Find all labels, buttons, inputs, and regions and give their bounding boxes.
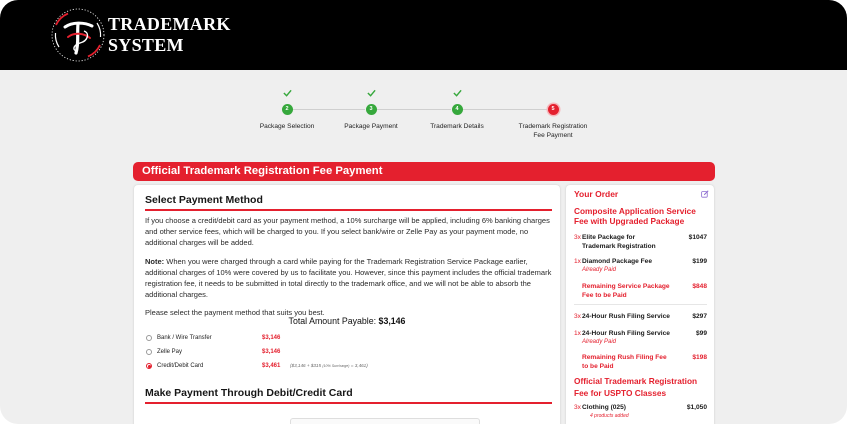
radio-button[interactable] bbox=[146, 335, 152, 341]
order-divider bbox=[574, 304, 707, 305]
item-name: Clothing (025) bbox=[582, 404, 626, 411]
item-price: $1047 bbox=[688, 234, 707, 241]
remaining-price: $848 bbox=[692, 283, 707, 290]
surcharge-breakdown bbox=[290, 361, 368, 371]
section-title-uspto-fee: Official Trademark Registration Fee for USPTO Classes bbox=[574, 376, 698, 398]
option-label: Zelle Pay bbox=[157, 349, 183, 355]
total-amount-payable bbox=[134, 315, 560, 327]
section-title-service-fee: Composite Application Service Fee with Upgraded Package bbox=[574, 206, 696, 226]
step-number: 2 bbox=[282, 104, 293, 115]
item-quantity: 1x bbox=[574, 330, 581, 337]
item-price: $199 bbox=[692, 258, 707, 265]
note-text: When you were charged through a card while paying for the Trademark Registration Service Package earlier, additional charges of 10% were covered by us to facilitate you. However, since this payment includes the official trademark registration fee, it needs to be submitted in total directly to the trademark office, and we will not be able to absorb the additional charges. bbox=[145, 257, 552, 299]
option-price: $3,461 bbox=[262, 363, 281, 369]
step-package-payment bbox=[331, 86, 411, 142]
section-heading: Select Payment Method bbox=[145, 194, 263, 206]
item-name: 24-Hour Rush Filing Service bbox=[582, 330, 670, 337]
breakdown-start: ($3,146 + $315 bbox=[290, 363, 322, 368]
payment-method-card bbox=[134, 185, 560, 424]
note-label: Note: bbox=[145, 257, 165, 266]
trademark-system-emblem-icon[interactable] bbox=[50, 7, 106, 63]
note-paragraph bbox=[145, 256, 557, 300]
item-price: $99 bbox=[695, 330, 707, 337]
order-item-elite-package bbox=[574, 233, 707, 251]
order-title: Your Order bbox=[574, 189, 619, 199]
item-quantity: 3x bbox=[574, 404, 581, 411]
item-name: Diamond Package Fee bbox=[582, 258, 652, 265]
step-label: Package Selection bbox=[259, 123, 315, 130]
card-payment-heading: Make Payment Through Debit/Credit Card bbox=[145, 387, 353, 399]
order-item-rush-filing-paid bbox=[574, 329, 707, 347]
brand-line-2: SYSTEM bbox=[108, 35, 184, 55]
order-remaining-rush-fee bbox=[574, 353, 707, 371]
radio-button[interactable] bbox=[146, 363, 152, 369]
order-summary-card bbox=[566, 185, 714, 424]
payment-option-bank-wire[interactable] bbox=[134, 333, 560, 343]
heading-underline bbox=[145, 402, 552, 404]
item-name: 24-Hour Rush Filing Service bbox=[582, 313, 670, 320]
card-form-frame[interactable] bbox=[290, 418, 480, 424]
step-label: Package Payment bbox=[344, 123, 398, 130]
edit-icon[interactable] bbox=[701, 190, 709, 198]
remaining-label: Remaining Rush Filing Fee to be Paid bbox=[582, 354, 667, 370]
item-note: 4 products added bbox=[590, 412, 629, 419]
step-label: Trademark Details bbox=[430, 123, 484, 130]
item-name: Elite Package for Trademark Registration bbox=[582, 234, 656, 250]
item-note: Already Paid bbox=[582, 267, 617, 273]
option-label: Credit/Debit Card bbox=[157, 363, 204, 369]
option-price: $3,146 bbox=[262, 349, 281, 355]
item-note: Already Paid bbox=[582, 339, 617, 345]
step-registration-fee-payment bbox=[513, 86, 593, 142]
surcharge-info-text: If you choose a credit/debit card as your payment method, a 10% surcharge will be applied, including 6% banking charges and other service fees, which will be charged to you. If you select bank/wire or Zelle Pay as your payment mode, no additional charges will be added. bbox=[145, 216, 550, 247]
option-price: $3,146 bbox=[262, 335, 281, 341]
step-trademark-details bbox=[417, 86, 497, 142]
check-icon bbox=[453, 89, 462, 97]
order-remaining-service-fee bbox=[574, 282, 707, 300]
option-label: Bank / Wire Transfer bbox=[157, 335, 212, 341]
breakdown-end: = 3,461) bbox=[350, 363, 368, 368]
item-quantity: 3x bbox=[574, 234, 581, 241]
payment-option-zelle[interactable] bbox=[134, 347, 560, 357]
step-number: 5 bbox=[548, 104, 559, 115]
breakdown-surcharge: (10% Surcharge) bbox=[322, 364, 350, 368]
step-label: Trademark Registration Fee Payment bbox=[518, 123, 588, 139]
total-label: Total Amount Payable: bbox=[288, 316, 377, 326]
site-header bbox=[0, 0, 847, 70]
select-prompt: Please select the payment method that suits you best. bbox=[145, 308, 325, 317]
step-number: 4 bbox=[452, 104, 463, 115]
step-package-selection bbox=[247, 86, 327, 142]
check-icon bbox=[367, 89, 376, 97]
radio-button[interactable] bbox=[146, 349, 152, 355]
order-item-clothing-class bbox=[574, 403, 707, 421]
check-icon bbox=[283, 89, 292, 97]
order-item-rush-filing bbox=[574, 312, 707, 330]
brand-line-1: TRADEMARK bbox=[108, 14, 231, 34]
heading-underline bbox=[145, 209, 552, 211]
remaining-label: Remaining Service Package Fee to be Paid bbox=[582, 283, 670, 299]
step-number: 3 bbox=[366, 104, 377, 115]
page-title-banner: Official Trademark Registration Fee Payment bbox=[133, 162, 715, 181]
item-quantity: 1x bbox=[574, 258, 581, 265]
payment-option-card[interactable] bbox=[134, 361, 560, 371]
total-value: $3,146 bbox=[378, 316, 406, 326]
item-quantity: 3x bbox=[574, 313, 581, 320]
item-price: $1,050 bbox=[686, 404, 707, 411]
brand-name[interactable] bbox=[108, 14, 231, 56]
remaining-price: $198 bbox=[692, 354, 707, 361]
item-price: $297 bbox=[692, 313, 707, 320]
order-item-diamond-package bbox=[574, 257, 707, 275]
